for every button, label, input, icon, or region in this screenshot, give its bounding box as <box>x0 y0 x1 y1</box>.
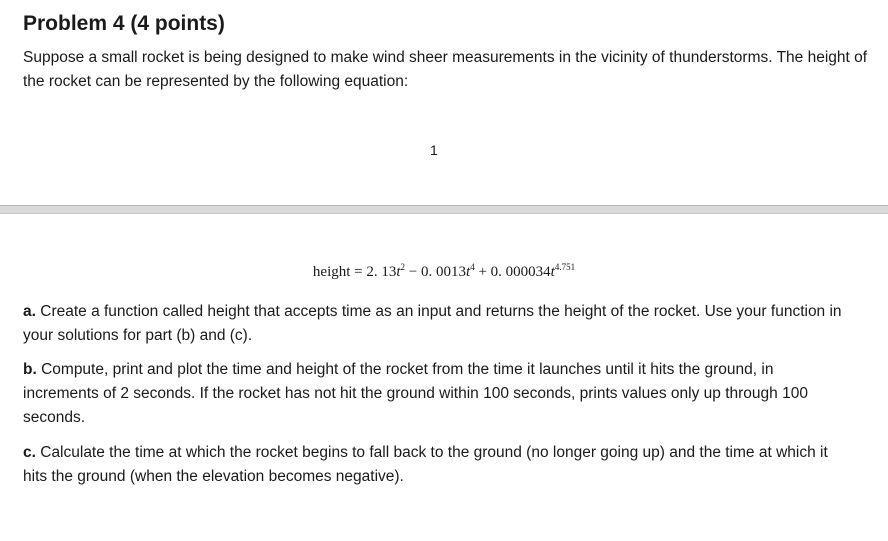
page-1 <box>0 0 888 205</box>
part-a-text: Create a function called height that accepts time as an input and returns the height of the rocket. Use your function in your solutions for part (b) and (c). <box>23 303 842 344</box>
part-a <box>23 300 843 348</box>
problem-intro: Suppose a small rocket is being designed to make wind sheer measurements in the vicinity of thunderstorms. The height of the rocket can be represented by the following equation: <box>23 49 868 90</box>
problem-title: Problem 4 (4 points) <box>23 12 225 35</box>
page-number: 1 <box>430 142 438 158</box>
equation-variable-t: t <box>550 264 555 280</box>
equation-prefix: height = 2. 13 <box>312 264 397 280</box>
part-b-letter: b. <box>23 361 37 378</box>
equation-exponent: 2 <box>400 262 406 272</box>
page-break-divider <box>0 205 888 214</box>
part-c-text: Calculate the time at which the rocket begins to fall back to the ground (no longer going up) and the time at which it hits the ground (when the elevation becomes negative). <box>23 444 828 485</box>
equation-variable-t: t <box>466 264 471 280</box>
part-c <box>23 441 843 489</box>
equation-term: − 0. 0013 <box>405 264 467 280</box>
height-equation <box>0 264 888 281</box>
part-b-text: Compute, print and plot the time and height of the rocket from the time it launches until it hits the ground, in increments of 2 seconds. If the rocket has not hit the ground within 100 seconds, prints values only up through 100 seconds. <box>23 361 808 426</box>
equation-term: + 0. 000034 <box>474 264 551 280</box>
part-c-letter: c. <box>23 444 36 461</box>
part-a-letter: a. <box>23 303 36 320</box>
equation-exponent: 4.751 <box>554 262 576 272</box>
equation-exponent: 4 <box>470 262 475 272</box>
part-b <box>23 358 843 430</box>
equation-variable-t: t <box>396 264 401 280</box>
